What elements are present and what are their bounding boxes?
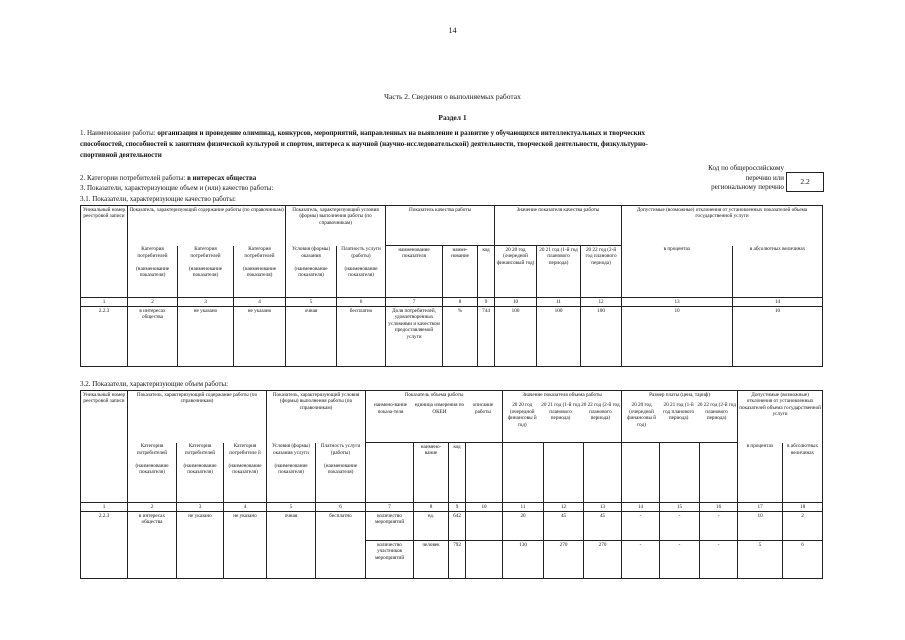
cell-absolute: 10: [733, 307, 823, 367]
cell-cat1: в интересах общества: [128, 307, 178, 367]
col-value: Значение показателя качества работы: [495, 206, 622, 246]
col-num: 11: [503, 503, 544, 512]
cell-cond2: бесплатно: [337, 307, 386, 367]
col-cat3: Категория потребителей (наименование показателя): [234, 246, 286, 298]
consumer-category-value: в интересах общества: [187, 174, 257, 182]
col-num: 13: [622, 298, 733, 307]
col-year2-cell: [544, 443, 584, 503]
col-num: 2: [128, 298, 178, 307]
section-title: Раздел 1: [438, 113, 467, 122]
cell-cond2: бесплатно: [316, 512, 366, 579]
cell-cat1: в интересах общества: [128, 512, 177, 579]
col-num: 18: [783, 503, 823, 512]
col-percent: в процентах: [622, 246, 733, 298]
col-cond1: Условия (формы) оказания услуги (наименование показателя): [267, 443, 316, 503]
col-num: 16: [700, 503, 738, 512]
col-unit: единица измерения по ОКЕИ: [414, 402, 465, 415]
col-num: 7: [366, 503, 414, 512]
consumer-category: [80, 174, 256, 182]
cell-year3: 45: [584, 512, 622, 541]
table-row: [81, 307, 823, 367]
registry-code-label: [680, 164, 784, 193]
col-year3: 20 22 год (2-й год планового периода): [581, 402, 620, 422]
col-unit-name: наимено-вание: [414, 443, 449, 503]
page-number: 14: [448, 26, 457, 35]
col-fee: [622, 391, 738, 443]
cell-indicator-name: количество участников мероприятий: [366, 541, 414, 579]
col-num: 3: [178, 298, 234, 307]
col-value-label: Значение показателя объема работы: [522, 391, 602, 398]
col-unit-code: код: [478, 246, 495, 298]
cell-unit-code: 792: [449, 541, 466, 579]
col-cat3: Категория потребителе й (наименование показателя): [224, 443, 267, 503]
cell-year2: 270: [544, 541, 584, 579]
cell-unique-number: 2.2.3: [81, 512, 128, 579]
col-description-cell: [466, 443, 503, 503]
col-fee-year2-cell: [660, 443, 700, 503]
cell-percent: 10: [738, 512, 783, 541]
col-conditions: Показатель, характеризующий условия (формы) выполнения работы (по справочникам): [286, 206, 386, 246]
cell-indicator-name: количество мероприятий: [366, 512, 414, 541]
col-num: 9: [478, 298, 495, 307]
cell-absolute: 2: [783, 512, 823, 541]
col-num: 8: [443, 298, 478, 307]
cell-cat3: не указано: [224, 512, 267, 579]
cell-fee-year3: -: [700, 512, 738, 541]
col-num: 6: [337, 298, 386, 307]
col-num: 15: [660, 503, 700, 512]
col-cond2: Платность услуги (работы) (наименование показателя): [337, 246, 386, 298]
cell-cond1: очная: [267, 512, 316, 579]
cell-fee-year3: -: [700, 541, 738, 579]
col-volume: [366, 391, 503, 443]
col-description: описание работы: [472, 402, 494, 415]
col-year1: 20 20 год (очередной финансовый год): [495, 246, 537, 298]
col-conditions: Показатель, характеризующий условия (формы) выполнения работы (по справочникам): [267, 391, 366, 443]
col-num: 4: [234, 298, 286, 307]
cell-absolute: 6: [783, 541, 823, 579]
cell-fee-year1: -: [622, 541, 660, 579]
registry-code-label-line3: региональному перечню: [711, 183, 784, 191]
cell-year3: 100: [581, 307, 622, 367]
table-row: [81, 512, 823, 541]
col-fee-year2: 20 21 год (1-й год планового периода): [663, 402, 695, 422]
cell-cat2: не указано: [177, 512, 224, 579]
col-indicator-name: наименование показателя: [386, 246, 443, 298]
cell-description: [466, 541, 503, 579]
quality-indicators-heading: 3.1. Показатели, характеризующие качество работы:: [80, 195, 236, 203]
col-num: 11: [537, 298, 581, 307]
col-num: 12: [544, 503, 584, 512]
col-num: 17: [738, 503, 783, 512]
col-cat1: Категория потребителей (наименование показателя): [128, 443, 177, 503]
cell-year1: 100: [495, 307, 537, 367]
col-year2: 20 21 год (1-й год планового периода): [537, 246, 581, 298]
col-num: 8: [414, 503, 449, 512]
col-fee-year3: 20 22 год (2-й год планового периода): [697, 402, 736, 422]
col-year1-cell: [503, 443, 544, 503]
col-value: [503, 391, 622, 443]
col-cat2: Категория потребителей (наименование показателя): [177, 443, 224, 503]
col-num: 3: [177, 503, 224, 512]
col-year3-cell: [584, 443, 622, 503]
work-name-paragraph: [80, 128, 680, 161]
col-num: 14: [622, 503, 660, 512]
work-name-value: организация и проведение олимпиад, конкурсов, мероприятий, направленных на выявление и развитие у обучающихся интеллектуальных и творческих способностей, способностей к занятиям физической культурой и спортом, интереса к научной (научно-исследовательской) деятельности, творческой деятельности, физкультурно-спортивной деятельности: [80, 129, 648, 159]
col-fee-year3-cell: [700, 443, 738, 503]
col-num: 1: [81, 503, 128, 512]
cell-year2: 100: [537, 307, 581, 367]
cell-fee-year2: -: [660, 512, 700, 541]
cell-unit-code: 642: [449, 512, 466, 541]
part-title: Часть 2. Сведения о выполняемых работах: [384, 92, 521, 101]
col-absolute: в абсолютных величинах: [733, 246, 823, 298]
indicators-heading: 3. Показатели, характеризующие объем и (или) качество работы:: [80, 184, 274, 192]
registry-code-value: 2.2: [786, 172, 824, 192]
col-num: 1: [81, 298, 128, 307]
col-cond2: Платность услуги (работы) (наименование показателя): [316, 443, 366, 503]
col-num: 14: [733, 298, 823, 307]
column-numbers-row: [81, 298, 823, 307]
col-num: 6: [316, 503, 366, 512]
cell-cond1: очная: [286, 307, 337, 367]
col-fee-year1: 20 20 год (очередной финансовы й год): [627, 402, 657, 428]
col-deviation: Допустимые (возможные) отклонения от установленных показателей объема государственной услуги: [622, 206, 823, 246]
col-num: 5: [267, 503, 316, 512]
registry-code-label-line2: перечню или: [745, 173, 784, 182]
cell-indicator-name: Доля потребителей, удовлетворенных условиями и качеством предоставляемой услуги: [386, 307, 443, 367]
registry-code-label-line1: Код по общероссийскому: [708, 164, 784, 172]
volume-table: [80, 390, 823, 579]
volume-indicators-heading: 3.2. Показатели, характеризующие объем работы:: [80, 380, 229, 388]
cell-cat3: не указано: [234, 307, 286, 367]
col-percent: в процентах: [738, 443, 783, 503]
cell-year1: 130: [503, 541, 544, 579]
cell-fee-year1: -: [622, 512, 660, 541]
col-cat2: Категория потребителей (наименование показателя): [178, 246, 234, 298]
col-deviation: Допустимые (возможные) отклонения от установленных показателей объема государственной услуги: [738, 391, 823, 443]
cell-description: [466, 512, 503, 541]
col-num: 13: [584, 503, 622, 512]
col-unit-code: код: [449, 443, 466, 503]
col-quality: Показатель качества работы: [386, 206, 495, 246]
work-name-label: 1. Наименование работы:: [80, 129, 156, 137]
quality-table: [80, 205, 823, 367]
cell-unit-code: 744: [478, 307, 495, 367]
column-numbers-row: [81, 503, 823, 512]
col-unique-number: Уникальный номер реестровой записи: [81, 206, 128, 298]
col-num: 10: [495, 298, 537, 307]
col-year2: 20 21 год (1-й год планового периода): [541, 402, 580, 422]
col-absolute: в абсолютных величинах: [783, 443, 823, 503]
col-cond1: Условия (формы) оказания (наименование показателя): [286, 246, 337, 298]
cell-fee-year2: -: [660, 541, 700, 579]
cell-percent: 5: [738, 541, 783, 579]
col-num: 12: [581, 298, 622, 307]
col-content: Показатель, характеризующий содержание работы (по справочникам): [128, 206, 286, 246]
cell-cat2: не указано: [178, 307, 234, 367]
col-cat1: Категория потребителей (наименование показателя): [128, 246, 178, 298]
col-year3: 20 22 год (2-й год планового периода): [581, 246, 622, 298]
col-num: 7: [386, 298, 443, 307]
col-unit-name: наиме-нование: [443, 246, 478, 298]
col-content: Показатель, характеризующий содержание работы (по справочникам): [128, 391, 267, 443]
col-fee-label: Размер платы (цена, тариф): [649, 391, 710, 398]
col-year1: 20 20 год (очередной финансовы й год): [507, 402, 537, 428]
col-num: 5: [286, 298, 337, 307]
cell-unit-name: %: [443, 307, 478, 367]
col-fee-year1-cell: [622, 443, 660, 503]
col-num: 10: [466, 503, 503, 512]
col-num: 9: [449, 503, 466, 512]
col-indicator-name: наимено-вание показа-теля: [373, 402, 408, 415]
col-num: 4: [224, 503, 267, 512]
cell-year1: 20: [503, 512, 544, 541]
cell-percent: 10: [622, 307, 733, 367]
cell-unit-name: человек: [414, 541, 449, 579]
cell-year2: 45: [544, 512, 584, 541]
cell-unit-name: ед.: [414, 512, 449, 541]
col-unique-number: Уникальный номер реестровой записи: [81, 391, 128, 503]
cell-year3: 270: [584, 541, 622, 579]
col-indicator-name-cell: [366, 443, 414, 503]
col-num: 2: [128, 503, 177, 512]
col-volume-label: Показатель объема работы: [404, 391, 464, 398]
consumer-category-label: 2. Категории потребителей работы:: [80, 174, 186, 182]
cell-unique-number: 2.2.3: [81, 307, 128, 367]
